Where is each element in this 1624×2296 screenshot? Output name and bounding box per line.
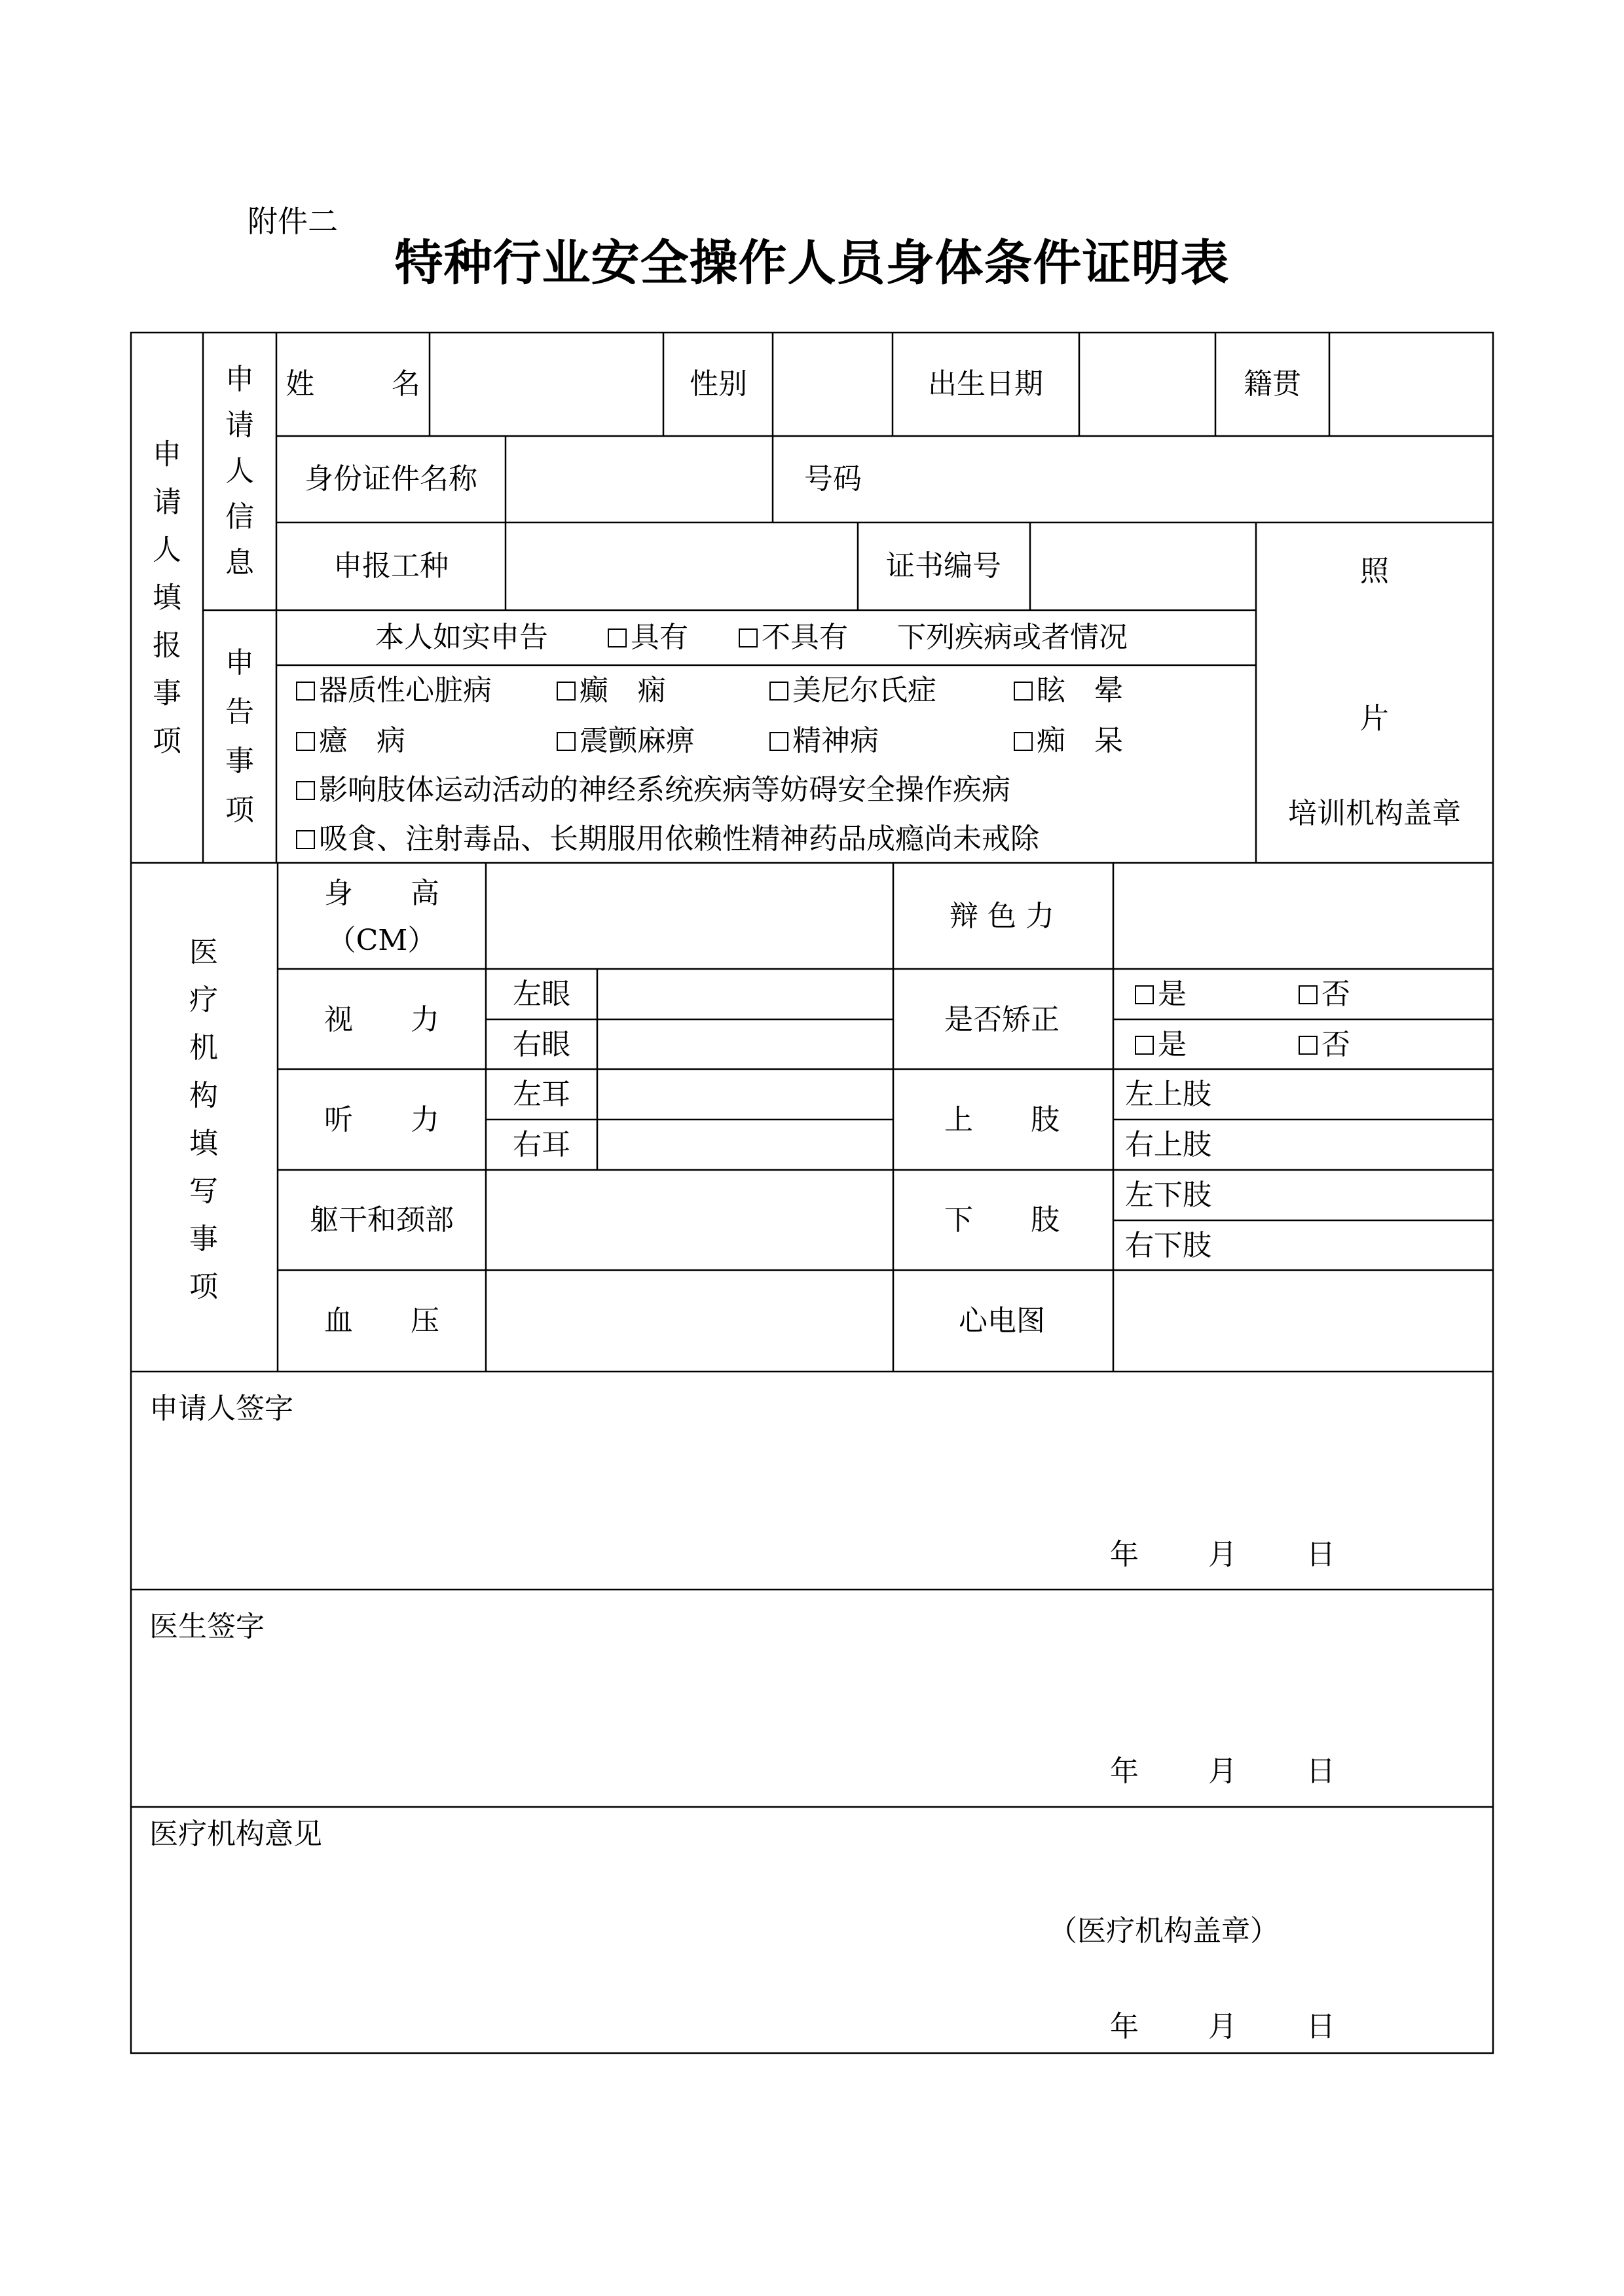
right-ear-label: 右耳 (513, 1128, 570, 1161)
disease-heart[interactable] (296, 676, 492, 705)
declare-not-have-label: 不具有 (762, 621, 848, 654)
native-place-label: 籍贯 (1244, 367, 1301, 401)
doctor-signature-label: 医生签字 (149, 1610, 265, 1643)
right-upper-limb-label: 右上肢 (1125, 1128, 1211, 1161)
left-lower-limb-label: 左下肢 (1125, 1178, 1211, 1212)
declare-not-have-option[interactable] (739, 623, 848, 652)
right-corrected-yes[interactable] (1135, 1030, 1187, 1059)
declare-label: 申告事项 (225, 646, 254, 827)
checkbox-have[interactable] (608, 629, 627, 647)
institution-sign-month: 月 (1208, 2010, 1237, 2043)
left-corrected-no-label: 否 (1321, 977, 1350, 1011)
institution-stamp-label: （医疗机构盖章） (1048, 1914, 1279, 1948)
institution-sign-year: 年 (1110, 2010, 1139, 2043)
disease-vertigo-label: 眩 晕 (1037, 674, 1123, 707)
declare-have-option[interactable] (608, 623, 688, 652)
corrected-label: 是否矫正 (944, 1003, 1060, 1036)
left-corrected-no[interactable] (1299, 977, 1350, 1011)
height-label: 身 高 (324, 877, 439, 910)
disease-neuro[interactable] (296, 773, 1010, 807)
applicant-sign-day: 日 (1306, 1538, 1335, 1571)
disease-marfan-label: 美尼尔氏症 (792, 674, 936, 707)
photo-label-2: 片 (1360, 702, 1389, 735)
checkbox-right-corrected-yes[interactable] (1135, 1036, 1154, 1055)
checkbox-neuro[interactable] (296, 781, 315, 800)
applicant-signature-label: 申请人签字 (149, 1392, 293, 1425)
checkbox-marfan[interactable] (769, 682, 788, 701)
left-corrected-yes-label: 是 (1158, 977, 1187, 1011)
checkbox-epilepsy[interactable] (557, 682, 576, 701)
checkbox-tremor[interactable] (557, 732, 576, 751)
birth-date-label: 出生日期 (928, 367, 1043, 401)
gender-label: 性别 (690, 367, 747, 401)
doctor-sign-month: 月 (1208, 1755, 1237, 1788)
checkbox-heart[interactable] (296, 682, 315, 701)
right-corrected-no[interactable] (1299, 1030, 1350, 1059)
disease-drugs-label: 吸食、注射毒品、长期服用依赖性精神药品成瘾尚未戒除 (319, 822, 1039, 856)
disease-heart-label: 器质性心脏病 (319, 674, 492, 707)
color-vision-label: 辩 色 力 (950, 900, 1054, 933)
applicant-group-label: 申请人填报事项 (153, 437, 181, 758)
checkbox-vertigo[interactable] (1014, 682, 1033, 701)
vision-label: 视 力 (324, 1003, 439, 1036)
right-eye-label: 右眼 (513, 1028, 570, 1061)
checkbox-left-corrected-yes[interactable] (1135, 985, 1154, 1004)
applicant-info-label: 申请人信息 (225, 363, 254, 579)
upper-limb-label: 上 肢 (944, 1103, 1060, 1137)
institution-sign-day: 日 (1306, 2010, 1335, 2043)
checkbox-left-corrected-no[interactable] (1299, 985, 1318, 1004)
job-type-label: 申报工种 (333, 549, 449, 583)
disease-tremor-label: 震颤麻痹 (580, 724, 695, 757)
checkbox-right-corrected-no[interactable] (1299, 1036, 1318, 1055)
blood-pressure-label: 血 压 (324, 1304, 439, 1338)
checkbox-hysteria[interactable] (296, 732, 315, 751)
lower-limb-label: 下 肢 (944, 1203, 1060, 1237)
left-upper-limb-label: 左上肢 (1125, 1078, 1211, 1111)
doctor-sign-day: 日 (1306, 1755, 1335, 1788)
left-eye-label: 左眼 (513, 977, 570, 1011)
right-lower-limb-label: 右下肢 (1125, 1229, 1211, 1262)
checkbox-drugs[interactable] (296, 830, 315, 849)
id-number-label: 号码 (804, 462, 862, 496)
disease-marfan[interactable] (769, 676, 936, 705)
ecg-label: 心电图 (959, 1304, 1045, 1338)
left-corrected-yes[interactable] (1135, 977, 1187, 1011)
doctor-sign-year: 年 (1110, 1755, 1139, 1788)
height-unit: （CM） (327, 924, 437, 957)
declare-have-label: 具有 (631, 621, 688, 654)
disease-epilepsy[interactable] (557, 676, 666, 705)
disease-hysteria[interactable] (296, 724, 405, 757)
name-label: 姓 名 (286, 367, 454, 401)
disease-dementia-label: 痴 呆 (1037, 724, 1123, 757)
hearing-label: 听 力 (324, 1103, 439, 1137)
disease-dementia[interactable] (1014, 724, 1123, 757)
applicant-sign-month: 月 (1208, 1538, 1237, 1571)
disease-epilepsy-label: 癫 痫 (580, 674, 666, 707)
left-ear-label: 左耳 (513, 1078, 570, 1111)
declare-tail: 下列疾病或者情况 (897, 621, 1128, 654)
right-corrected-no-label: 否 (1321, 1028, 1350, 1061)
cert-number-label: 证书编号 (886, 549, 1001, 583)
declare-intro: 本人如实申告 (375, 621, 548, 654)
photo-label-1: 照 (1360, 555, 1389, 588)
medical-group-label: 医疗机构填写事项 (189, 936, 218, 1303)
disease-neuro-label: 影响肢体运动活动的神经系统疾病等妨碍安全操作疾病 (319, 773, 1010, 807)
id-type-label: 身份证件名称 (304, 462, 477, 496)
disease-mental[interactable] (769, 724, 879, 757)
attachment-label: 附件二 (248, 204, 338, 239)
trunk-neck-label: 躯干和颈部 (310, 1203, 454, 1237)
photo-stamp-label: 培训机构盖章 (1288, 797, 1461, 830)
disease-drugs[interactable] (296, 822, 1039, 856)
disease-tremor[interactable] (557, 724, 695, 757)
checkbox-not-have[interactable] (739, 629, 758, 647)
disease-hysteria-label: 癔 病 (319, 724, 405, 757)
form-title: 特种行业安全操作人员身体条件证明表 (394, 235, 1230, 291)
institution-opinion-label: 医疗机构意见 (149, 1817, 322, 1851)
right-corrected-yes-label: 是 (1158, 1028, 1187, 1061)
disease-vertigo[interactable] (1014, 676, 1123, 705)
checkbox-mental[interactable] (769, 732, 788, 751)
disease-mental-label: 精神病 (792, 724, 879, 757)
checkbox-dementia[interactable] (1014, 732, 1033, 751)
applicant-sign-year: 年 (1110, 1538, 1139, 1571)
